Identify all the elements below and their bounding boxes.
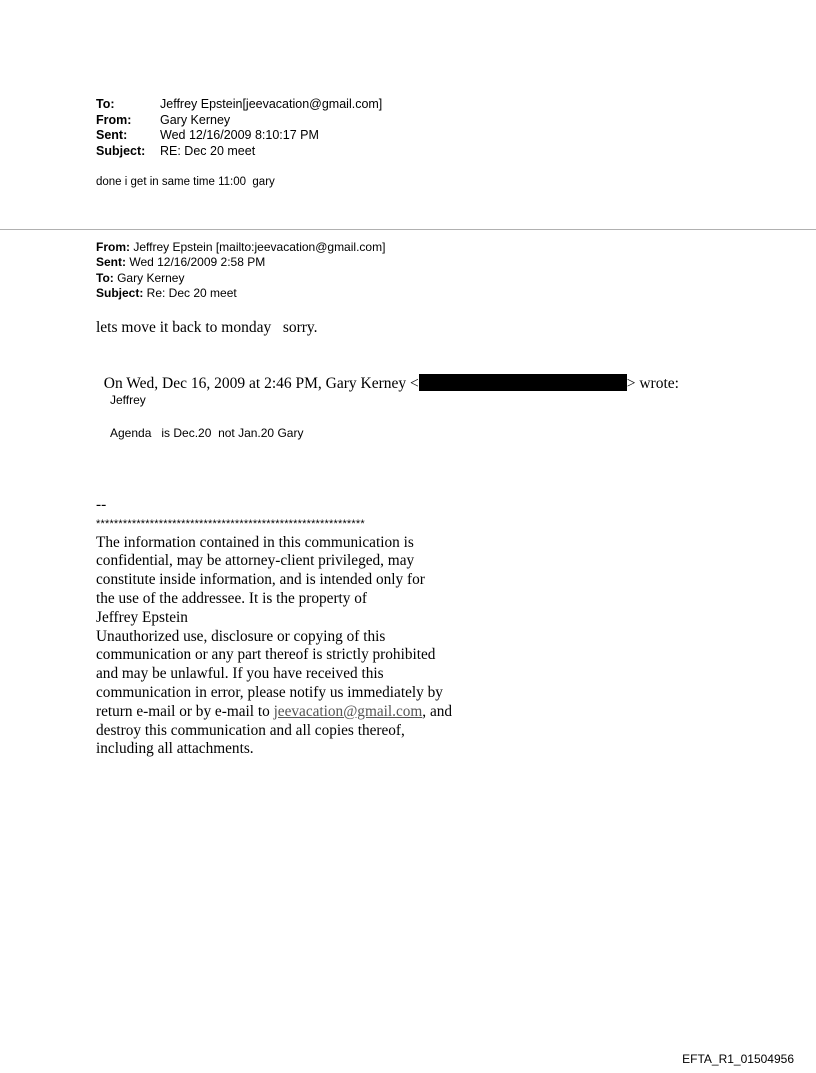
sent-label: Sent:	[96, 128, 128, 142]
disclaimer-line: destroy this communication and all copies thereof,	[96, 721, 405, 739]
disclaimer-line: Jeffrey Epstein	[96, 608, 188, 626]
disclaimer-lines	[96, 534, 452, 703]
disclaimer-line: and may be unlawful. If you have received this	[96, 665, 384, 683]
quoted-subject-label: Subject:	[96, 285, 144, 300]
message-divider	[0, 229, 816, 230]
subject-value: RE: Dec 20 meet	[160, 143, 256, 158]
quoted-from-row	[96, 240, 385, 255]
disclaimer-line: the use of the addressee. It is the property of	[96, 589, 368, 607]
quoted-sent-label: Sent:	[96, 255, 126, 270]
to-label: To:	[96, 97, 115, 111]
to-value: Jeffrey Epstein[jeevacation@gmail.com]	[160, 97, 383, 111]
attribution-prefix: On Wed, Dec 16, 2009 at 2:46 PM, Gary Kerney <	[103, 375, 419, 392]
subject-label: Subject:	[96, 143, 146, 158]
reply-body: lets move it back to monday sorry.	[96, 319, 318, 336]
attribution-suffix: > wrote:	[626, 375, 679, 392]
email-link[interactable]: jeevacation@gmail.com	[273, 702, 423, 720]
quoted-from-label: From:	[96, 240, 130, 254]
original-text: Agenda is Dec.20 not Jan.20 Gary	[110, 426, 304, 440]
redaction-box	[419, 374, 627, 391]
attribution-line	[96, 356, 679, 393]
link-line-suffix: , and	[422, 702, 453, 720]
signature-stars: ************************************************************	[96, 517, 365, 530]
quoted-header	[96, 240, 385, 301]
from-label: From:	[96, 112, 132, 127]
disclaimer-link-line	[96, 703, 452, 722]
header-from-row	[96, 113, 382, 129]
header-sent-row	[96, 128, 382, 144]
signature-block	[96, 496, 452, 759]
disclaimer-line: including all attachments.	[96, 740, 254, 758]
disclaimer-line: confidential, may be attorney-client privileged, may	[96, 552, 415, 570]
quoted-from-value: Jeffrey Epstein [mailto:jeevacation@gmail.com]	[130, 240, 386, 254]
disclaimer-line: Unauthorized use, disclosure or copying of this	[96, 627, 386, 645]
email-header	[96, 97, 382, 159]
link-line-prefix: return e-mail or by e-mail to	[96, 702, 274, 720]
header-to-row	[96, 97, 382, 113]
quoted-to-row	[96, 271, 385, 286]
disclaimer-line: The information contained in this communication is	[96, 533, 414, 551]
quoted-subject-row	[96, 286, 385, 301]
quoted-sent-row	[96, 255, 385, 270]
quoted-sent-value: Wed 12/16/2009 2:58 PM	[126, 255, 266, 270]
original-greeting: Jeffrey	[110, 393, 146, 407]
disclaimer-line: communication or any part thereof is strictly prohibited	[96, 646, 436, 664]
document-id: EFTA_R1_01504956	[682, 1052, 794, 1066]
from-value: Gary Kerney	[160, 112, 231, 127]
signature-dashes: --	[96, 496, 107, 513]
quoted-to-value: Gary Kerney	[113, 270, 185, 285]
header-subject-row	[96, 144, 382, 160]
sent-value: Wed 12/16/2009 8:10:17 PM	[160, 128, 319, 142]
quoted-to-label: To:	[96, 270, 114, 285]
outer-body-text: done i get in same time 11:00 gary	[96, 176, 275, 188]
disclaimer-line: constitute inside information, and is intended only for	[96, 571, 425, 589]
disclaimer-lines-end	[96, 722, 452, 760]
quoted-subject-value: Re: Dec 20 meet	[143, 285, 237, 300]
disclaimer-line: communication in error, please notify us immediately by	[96, 683, 443, 701]
